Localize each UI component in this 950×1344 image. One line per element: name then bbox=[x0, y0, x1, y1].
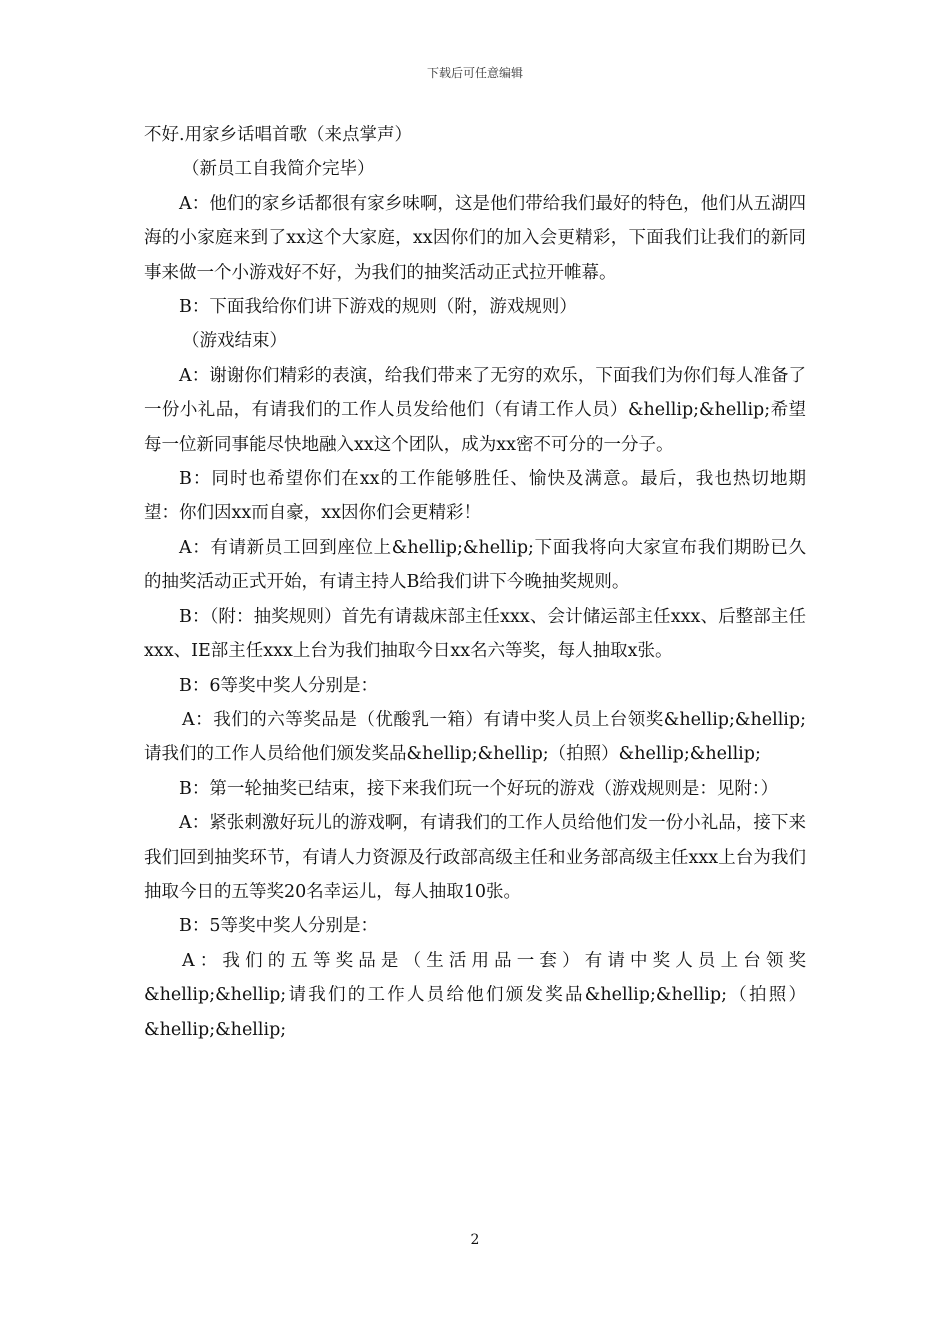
paragraph-7: B：同时也希望你们在xx的工作能够胜任、愉快及满意。最后，我也热切地期望：你们因xx而自豪，xx因你们会更精彩！ bbox=[144, 469, 806, 524]
paragraph-12: B：第一轮抽奖已结束，接下来我们玩一个好玩的游戏（游戏规则是：见附：） bbox=[179, 778, 779, 799]
document-body bbox=[144, 118, 806, 1047]
paragraph-9: B：（附：抽奖规则）首先有请裁床部主任xxx、会计储运部主任xxx、后整部主任xxx、IE部主任xxx上台为我们抽取今日xx名六等奖，每人抽取x张。 bbox=[144, 606, 806, 662]
paragraph-4: B：下面我给你们讲下游戏的规则（附，游戏规则） bbox=[179, 297, 577, 318]
paragraph-6: A：谢谢你们精彩的表演，给我们带来了无穷的欢乐，下面我们为你们每人准备了一份小礼品，有请我们的工作人员发给他们（有请工作人员）&hellip;&hellip;希望每一位新同事能尽快地融入xx这个团队，成为xx密不可分的一分子。 bbox=[144, 365, 806, 455]
paragraph-10: B：6等奖中奖人分别是： bbox=[179, 675, 378, 696]
page-number: 2 bbox=[470, 1232, 480, 1248]
paragraph-2: （新员工自我简介完毕） bbox=[182, 159, 375, 180]
paragraph-8: A：有请新员工回到座位上&hellip;&hellip;下面我将向大家宣布我们期盼已久的抽奖活动正式开始，有请主持人B给我们讲下今晚抽奖规则。 bbox=[144, 537, 806, 593]
paragraph-14: B：5等奖中奖人分别是： bbox=[179, 916, 378, 937]
paragraph-15: A：我们的五等奖品是（生活用品一套）有请中奖人员上台领奖&hellip;&hellip;请我们的工作人员给他们颁发奖品&hellip;&hellip;（拍照）&hellip;&hellip; bbox=[144, 950, 806, 1040]
paragraph-13: A：紧张刺激好玩儿的游戏啊，有请我们的工作人员给他们发一份小礼品，接下来我们回到抽奖环节，有请人力资源及行政部高级主任和业务部高级主任xxx上台为我们抽取今日的五等奖20名幸运儿，每人抽取10张。 bbox=[144, 813, 806, 902]
paragraph-5: （游戏结束） bbox=[182, 331, 287, 352]
paragraph-11: A：我们的六等奖品是（优酸乳一箱）有请中奖人员上台领奖&hellip;&hellip;请我们的工作人员给他们颁发奖品&hellip;&hellip;（拍照）&hellip;&hellip; bbox=[144, 709, 806, 765]
paragraph-1: 不好.用家乡话唱首歌（来点掌声） bbox=[144, 125, 413, 145]
paragraph-3: A：他们的家乡话都很有家乡味啊，这是他们带给我们最好的特色，他们从五湖四海的小家庭来到了xx这个大家庭，xx因你们的加入会更精彩，下面我们让我们的新同事来做一个小游戏好不好，为我们的抽奖活动正式拉开帷幕。 bbox=[144, 193, 806, 283]
page-header: 下载后可任意编辑 bbox=[426, 66, 523, 80]
